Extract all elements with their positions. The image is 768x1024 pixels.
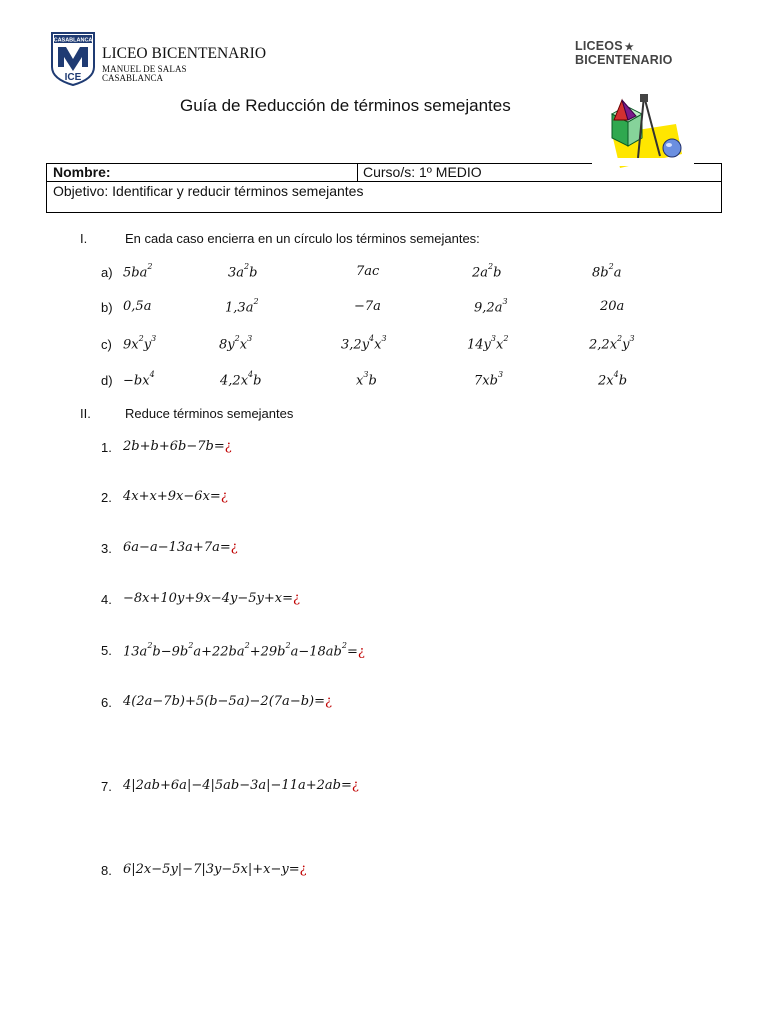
answer-mark[interactable]: ¿ bbox=[230, 540, 238, 555]
row-label: d) bbox=[101, 373, 113, 388]
school-name: LICEO BICENTENARIO bbox=[102, 45, 267, 62]
term[interactable]: −7a bbox=[354, 299, 381, 314]
term[interactable]: $3a^2b$ bbox=[228, 262, 258, 281]
term[interactable]: $5ba^2$ bbox=[123, 262, 153, 281]
student-info-table bbox=[46, 163, 722, 213]
exercise-expression: $13a^2b-9b^2a+22ba^2+29b^2a-18ab^2=¿$ bbox=[123, 641, 365, 660]
answer-mark[interactable]: ¿ bbox=[299, 862, 307, 877]
nombre-label: Nombre: bbox=[53, 164, 111, 180]
term[interactable]: 20a bbox=[600, 299, 625, 314]
term[interactable]: $2x^4b$ bbox=[598, 370, 628, 389]
exercise-expression: 6a−a−13a+7a=¿ bbox=[123, 540, 238, 555]
exercise-number: 6. bbox=[101, 695, 112, 710]
school-city: CASABLANCA bbox=[102, 73, 164, 83]
exercise-expression: 4(2a−7b)+5(b−5a)−2(7a−b)=¿ bbox=[123, 694, 332, 709]
term[interactable]: $-bx^4$ bbox=[123, 370, 155, 389]
star-icon: ★ bbox=[624, 42, 634, 53]
term[interactable]: $7xb^3$ bbox=[474, 370, 504, 389]
nombre-cell[interactable] bbox=[47, 164, 358, 181]
exercise-expression: 4|2ab+6a|−4|5ab−3a|−11a+2ab=¿ bbox=[123, 778, 359, 793]
exercise-number: 7. bbox=[101, 779, 112, 794]
clipart-overlap bbox=[592, 158, 694, 166]
term[interactable]: $3,2y^4x^3$ bbox=[341, 334, 387, 353]
exercise-expression: 2b+b+6b−7b=¿ bbox=[123, 439, 232, 454]
exercise-number: 8. bbox=[101, 863, 112, 878]
term[interactable]: $14y^3x^2$ bbox=[467, 334, 509, 353]
answer-mark[interactable]: ¿ bbox=[220, 489, 228, 504]
info-row bbox=[47, 164, 721, 182]
brand-liceos: LICEOS ★ bbox=[575, 39, 634, 53]
page-title: Guía de Reducción de términos semejantes bbox=[180, 96, 511, 115]
section-number: II. bbox=[80, 406, 91, 421]
svg-text:ICE: ICE bbox=[64, 72, 82, 83]
term[interactable]: $9x^2y^3$ bbox=[123, 334, 157, 353]
exercise-expression: 4x+x+9x−6x=¿ bbox=[123, 489, 228, 504]
answer-mark[interactable]: ¿ bbox=[325, 694, 332, 709]
answer-mark[interactable]: ¿ bbox=[224, 439, 232, 454]
answer-mark[interactable]: ¿ bbox=[357, 644, 365, 660]
curso-label: Curso/s: 1º MEDIO bbox=[363, 164, 482, 180]
term[interactable]: $2,2x^2y^3$ bbox=[589, 334, 635, 353]
term[interactable]: $x^3b$ bbox=[356, 370, 377, 389]
exercise-number: 1. bbox=[101, 440, 112, 455]
row-label: b) bbox=[101, 300, 113, 315]
row-label: c) bbox=[101, 337, 112, 352]
exercise-number: 4. bbox=[101, 592, 112, 607]
answer-mark[interactable]: ¿ bbox=[293, 591, 301, 606]
school-subtitle: MANUEL DE SALAS bbox=[102, 64, 187, 74]
term[interactable]: $8y^2x^3$ bbox=[219, 334, 253, 353]
term[interactable]: $9,2a^3$ bbox=[474, 297, 508, 316]
exercise-expression: 6|2x−5y|−7|3y−5x|+x−y=¿ bbox=[123, 862, 307, 877]
objetivo-text: Objetivo: Identificar y reducir términos semejantes bbox=[53, 183, 364, 199]
section-instruction: En cada caso encierra en un círculo los términos semejantes: bbox=[125, 231, 480, 246]
term[interactable]: 7ac bbox=[356, 264, 380, 279]
term[interactable]: $4,2x^4b$ bbox=[220, 370, 262, 389]
svg-text:CASABLANCA: CASABLANCA bbox=[53, 37, 93, 44]
section-number: I. bbox=[80, 231, 88, 246]
row-label: a) bbox=[101, 265, 113, 280]
school-logo bbox=[50, 31, 96, 86]
section-instruction: Reduce términos semejantes bbox=[125, 406, 294, 421]
exercise-number: 3. bbox=[101, 541, 112, 556]
term[interactable]: $2a^2b$ bbox=[472, 262, 502, 281]
exercise-number: 5. bbox=[101, 643, 112, 658]
exercise-expression: −8x+10y+9x−4y−5y+x=¿ bbox=[123, 591, 301, 606]
term[interactable]: $1,3a^2$ bbox=[225, 297, 259, 316]
exercise-number: 2. bbox=[101, 490, 112, 505]
term[interactable]: $8b^2a$ bbox=[592, 262, 622, 281]
brand-bicentenario: BICENTENARIO bbox=[575, 53, 673, 67]
term[interactable]: 0,5a bbox=[123, 299, 152, 314]
answer-mark[interactable]: ¿ bbox=[351, 778, 359, 793]
